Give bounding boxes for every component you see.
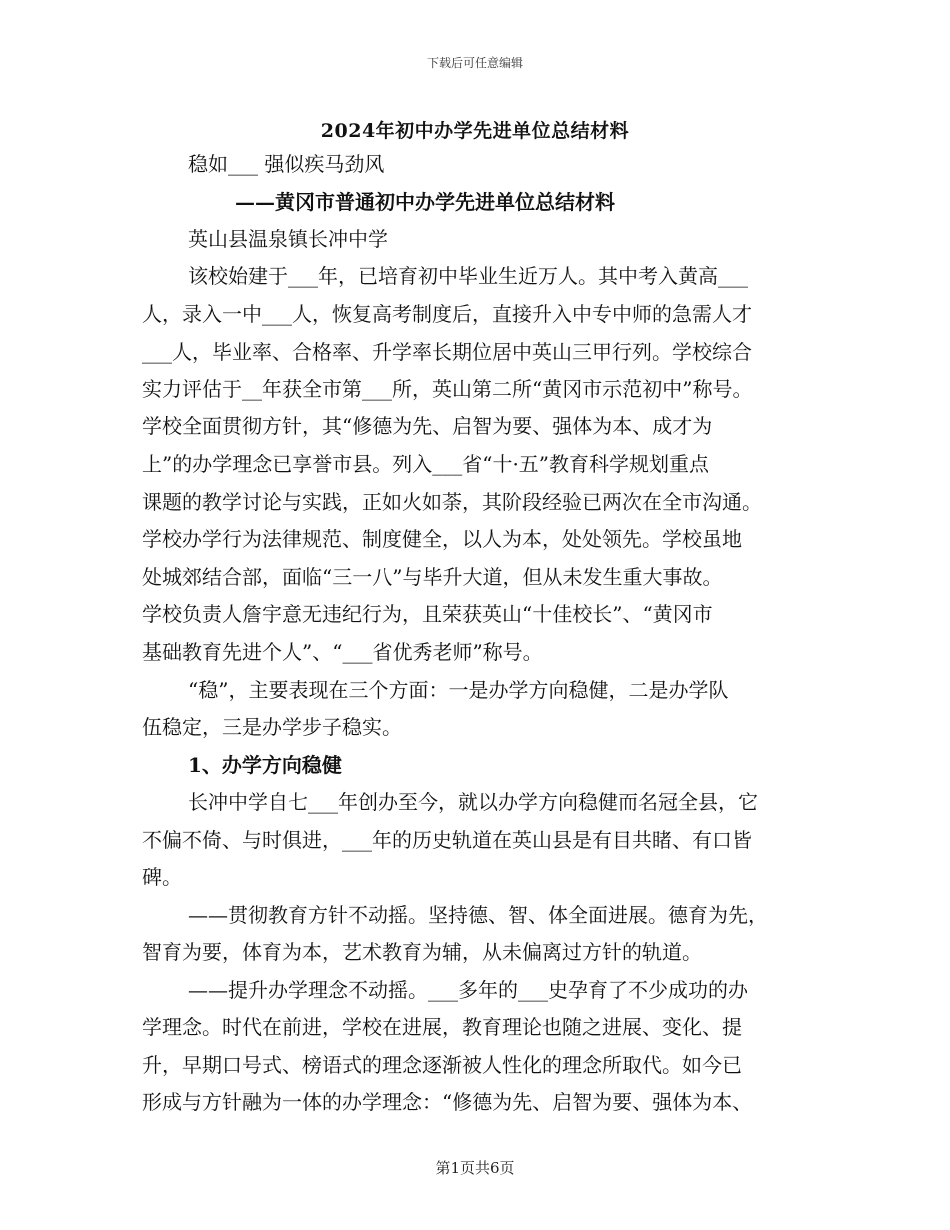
body-line: 形成与方针融为一体的办学理念：“修德为先、启智为要、强体为本、 xyxy=(142,1090,753,1114)
body-line: ——提升办学理念不动摇。___多年的___史孕育了不少成功的办 xyxy=(188,978,748,1002)
body-line: 碑。 xyxy=(142,865,182,889)
body-line: ___人，毕业率、合格率、升学率长期位居中英山三甲行列。学校综合 xyxy=(142,340,752,364)
page-footer: 第1页共6页 xyxy=(435,1159,515,1177)
body-line: 学校全面贯彻方针，其“修德为先、启智为要、强体为本、成才为 xyxy=(142,414,713,438)
body-line: 该校始建于___年，已培育初中毕业生近万人。其中考入黄高___ xyxy=(188,264,748,288)
body-line: 伍稳定，三是办学步子稳实。 xyxy=(142,715,402,739)
body-line: 学校办学行为法律规范、制度健全，以人为本，处处领先。学校虽地 xyxy=(142,527,742,551)
body-line: 基础教育先进个人”、“___省优秀老师”称号。 xyxy=(142,640,543,664)
body-line: 不偏不倚、与时俱进，___年的历史轨道在英山县是有目共睹、有口皆 xyxy=(142,828,752,852)
body-line: 实力评估于__年获全市第___所，英山第二所“黄冈市示范初中”称号。 xyxy=(142,377,753,401)
body-line: 上”的办学理念已享誉市县。列入___省“十·五”教育科学规划重点 xyxy=(142,452,710,476)
header-note: 下载后可任意编辑 xyxy=(426,56,523,70)
subtitle-line: ——黄冈市普通初中办学先进单位总结材料 xyxy=(235,190,615,214)
body-line: 处城郊结合部，面临“三一八”与毕升大道，但从未发生重大事故。 xyxy=(142,565,723,589)
body-line: 智育为要，体育为本，艺术教育为辅，从未偏离过方针的轨道。 xyxy=(142,940,702,964)
body-line: “稳”，主要表现在三个方面：一是办学方向稳健，二是办学队 xyxy=(188,678,729,702)
body-line: 人，录入一中___人，恢复高考制度后，直接升入中专中师的急需人才 xyxy=(142,302,752,326)
document-title: 2024年初中办学先进单位总结材料 xyxy=(320,120,630,142)
author-line: 英山县温泉镇长冲中学 xyxy=(188,227,388,251)
body-line: 课题的教学讨论与实践，正如火如荼，其阶段经验已两次在全市沟通。 xyxy=(142,490,762,514)
body-line: 升，早期口号式、榜语式的理念逐渐被人性化的理念所取代。如今已 xyxy=(142,1053,742,1077)
section-heading: 1、办学方向稳健 xyxy=(188,753,342,777)
body-line: ——贯彻教育方针不动摇。坚持德、智、体全面进展。德育为先， xyxy=(188,903,768,927)
body-line: 学理念。时代在前进，学校在进展，教育理论也随之进展、变化、提 xyxy=(142,1015,742,1039)
subtitle-line: 稳如___ 强似疾马劲风 xyxy=(188,152,385,176)
body-line: 学校负责人詹宇意无违纪行为，且荣获英山“十佳校长”、“黄冈市 xyxy=(142,602,713,626)
body-line: 长冲中学自七___年创办至今，就以办学方向稳健而名冠全县，它 xyxy=(188,790,758,814)
